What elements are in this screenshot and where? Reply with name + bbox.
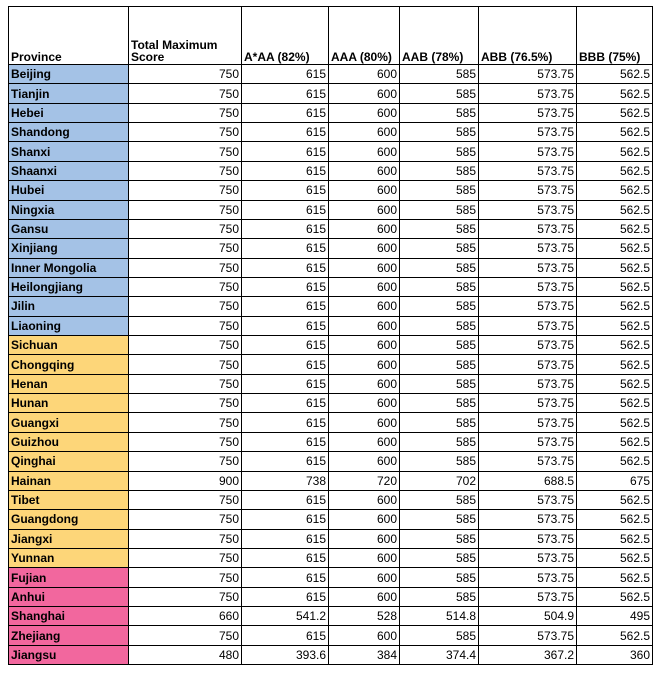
abb-cell: 573.75	[479, 587, 577, 606]
table-row	[9, 355, 653, 374]
table-row	[9, 65, 653, 84]
header-a-star-aa: A*AA (82%)	[242, 7, 329, 65]
aab-cell: 585	[400, 548, 479, 567]
a-star-aa-cell: 615	[242, 626, 329, 645]
total-maximum-score-cell: 750	[129, 258, 242, 277]
province-cell: Ningxia	[9, 200, 129, 219]
abb-cell: 367.2	[479, 645, 577, 664]
header-aaa: AAA (80%)	[329, 7, 400, 65]
aaa-cell: 600	[329, 626, 400, 645]
total-maximum-score-cell: 750	[129, 161, 242, 180]
aaa-cell: 600	[329, 297, 400, 316]
table-row	[9, 548, 653, 567]
a-star-aa-cell: 615	[242, 355, 329, 374]
abb-cell: 573.75	[479, 316, 577, 335]
aab-cell: 585	[400, 65, 479, 84]
header-row	[9, 7, 653, 65]
province-cell: Jiangxi	[9, 529, 129, 548]
a-star-aa-cell: 541.2	[242, 607, 329, 626]
province-cell: Chongqing	[9, 355, 129, 374]
total-maximum-score-cell: 750	[129, 239, 242, 258]
a-star-aa-cell: 615	[242, 587, 329, 606]
province-cell: Tianjin	[9, 84, 129, 103]
table-row	[9, 219, 653, 238]
bbb-cell: 562.5	[577, 65, 653, 84]
abb-cell: 573.75	[479, 568, 577, 587]
aaa-cell: 600	[329, 413, 400, 432]
aaa-cell: 600	[329, 219, 400, 238]
aab-cell: 585	[400, 394, 479, 413]
abb-cell: 573.75	[479, 452, 577, 471]
bbb-cell: 562.5	[577, 123, 653, 142]
aaa-cell: 600	[329, 529, 400, 548]
aaa-cell: 600	[329, 200, 400, 219]
total-maximum-score-cell: 750	[129, 548, 242, 567]
province-cell: Anhui	[9, 587, 129, 606]
abb-cell: 573.75	[479, 490, 577, 509]
header-total-maximum-score: Total Maximum Score	[129, 7, 242, 65]
aab-cell: 585	[400, 258, 479, 277]
aab-cell: 585	[400, 374, 479, 393]
aaa-cell: 600	[329, 181, 400, 200]
aab-cell: 585	[400, 316, 479, 335]
bbb-cell: 562.5	[577, 161, 653, 180]
province-cell: Sichuan	[9, 336, 129, 355]
abb-cell: 573.75	[479, 181, 577, 200]
a-star-aa-cell: 615	[242, 277, 329, 296]
bbb-cell: 562.5	[577, 490, 653, 509]
province-cell: Henan	[9, 374, 129, 393]
aab-cell: 585	[400, 432, 479, 451]
table-row	[9, 626, 653, 645]
aaa-cell: 720	[329, 471, 400, 490]
abb-cell: 573.75	[479, 413, 577, 432]
table-row	[9, 200, 653, 219]
bbb-cell: 562.5	[577, 587, 653, 606]
aaa-cell: 600	[329, 65, 400, 84]
bbb-cell: 562.5	[577, 355, 653, 374]
bbb-cell: 562.5	[577, 568, 653, 587]
aaa-cell: 600	[329, 568, 400, 587]
bbb-cell: 562.5	[577, 548, 653, 567]
total-maximum-score-cell: 750	[129, 510, 242, 529]
aaa-cell: 600	[329, 336, 400, 355]
aaa-cell: 528	[329, 607, 400, 626]
table-row	[9, 142, 653, 161]
total-maximum-score-cell: 750	[129, 355, 242, 374]
province-cell: Hebei	[9, 103, 129, 122]
province-cell: Yunnan	[9, 548, 129, 567]
aaa-cell: 600	[329, 316, 400, 335]
aab-cell: 585	[400, 413, 479, 432]
province-cell: Hubei	[9, 181, 129, 200]
bbb-cell: 562.5	[577, 413, 653, 432]
total-maximum-score-cell: 750	[129, 529, 242, 548]
total-maximum-score-cell: 750	[129, 587, 242, 606]
a-star-aa-cell: 615	[242, 239, 329, 258]
aab-cell: 585	[400, 200, 479, 219]
aaa-cell: 600	[329, 452, 400, 471]
bbb-cell: 562.5	[577, 626, 653, 645]
bbb-cell: 562.5	[577, 394, 653, 413]
abb-cell: 573.75	[479, 510, 577, 529]
total-maximum-score-cell: 480	[129, 645, 242, 664]
province-cell: Hunan	[9, 394, 129, 413]
total-maximum-score-cell: 660	[129, 607, 242, 626]
total-maximum-score-cell: 900	[129, 471, 242, 490]
abb-cell: 573.75	[479, 239, 577, 258]
aab-cell: 702	[400, 471, 479, 490]
aab-cell: 585	[400, 84, 479, 103]
abb-cell: 573.75	[479, 432, 577, 451]
province-cell: Liaoning	[9, 316, 129, 335]
bbb-cell: 562.5	[577, 103, 653, 122]
province-cell: Heilongjiang	[9, 277, 129, 296]
aab-cell: 585	[400, 103, 479, 122]
province-cell: Xinjiang	[9, 239, 129, 258]
a-star-aa-cell: 615	[242, 529, 329, 548]
total-maximum-score-cell: 750	[129, 626, 242, 645]
aaa-cell: 600	[329, 142, 400, 161]
table-row	[9, 123, 653, 142]
aab-cell: 585	[400, 355, 479, 374]
table-row	[9, 297, 653, 316]
province-cell: Guangdong	[9, 510, 129, 529]
total-maximum-score-cell: 750	[129, 200, 242, 219]
table-row	[9, 490, 653, 509]
aaa-cell: 600	[329, 587, 400, 606]
table-row	[9, 471, 653, 490]
table-row	[9, 84, 653, 103]
a-star-aa-cell: 615	[242, 394, 329, 413]
bbb-cell: 562.5	[577, 200, 653, 219]
bbb-cell: 562.5	[577, 297, 653, 316]
province-cell: Qinghai	[9, 452, 129, 471]
a-star-aa-cell: 615	[242, 510, 329, 529]
province-cell: Fujian	[9, 568, 129, 587]
province-cell: Inner Mongolia	[9, 258, 129, 277]
bbb-cell: 562.5	[577, 219, 653, 238]
a-star-aa-cell: 615	[242, 413, 329, 432]
aaa-cell: 600	[329, 548, 400, 567]
a-star-aa-cell: 615	[242, 142, 329, 161]
a-star-aa-cell: 615	[242, 548, 329, 567]
aab-cell: 585	[400, 490, 479, 509]
header-abb: ABB (76.5%)	[479, 7, 577, 65]
abb-cell: 573.75	[479, 626, 577, 645]
abb-cell: 573.75	[479, 277, 577, 296]
header-province: Province	[9, 7, 129, 65]
aab-cell: 585	[400, 452, 479, 471]
table-row	[9, 510, 653, 529]
aab-cell: 585	[400, 181, 479, 200]
aaa-cell: 600	[329, 277, 400, 296]
total-maximum-score-cell: 750	[129, 103, 242, 122]
bbb-cell: 360	[577, 645, 653, 664]
table-row	[9, 568, 653, 587]
table-row	[9, 413, 653, 432]
abb-cell: 573.75	[479, 297, 577, 316]
a-star-aa-cell: 393.6	[242, 645, 329, 664]
aaa-cell: 600	[329, 84, 400, 103]
a-star-aa-cell: 615	[242, 161, 329, 180]
a-star-aa-cell: 615	[242, 181, 329, 200]
a-star-aa-cell: 615	[242, 258, 329, 277]
aaa-cell: 600	[329, 374, 400, 393]
abb-cell: 573.75	[479, 548, 577, 567]
total-maximum-score-cell: 750	[129, 316, 242, 335]
province-cell: Shaanxi	[9, 161, 129, 180]
a-star-aa-cell: 615	[242, 490, 329, 509]
province-cell: Beijing	[9, 65, 129, 84]
bbb-cell: 675	[577, 471, 653, 490]
a-star-aa-cell: 615	[242, 103, 329, 122]
table-row	[9, 161, 653, 180]
abb-cell: 573.75	[479, 103, 577, 122]
bbb-cell: 562.5	[577, 529, 653, 548]
a-star-aa-cell: 615	[242, 297, 329, 316]
a-star-aa-cell: 615	[242, 65, 329, 84]
province-cell: Gansu	[9, 219, 129, 238]
total-maximum-score-cell: 750	[129, 490, 242, 509]
table-row	[9, 239, 653, 258]
total-maximum-score-cell: 750	[129, 65, 242, 84]
table-row	[9, 181, 653, 200]
total-maximum-score-cell: 750	[129, 123, 242, 142]
abb-cell: 573.75	[479, 123, 577, 142]
province-cell: Guizhou	[9, 432, 129, 451]
aaa-cell: 600	[329, 355, 400, 374]
table-row	[9, 103, 653, 122]
abb-cell: 573.75	[479, 355, 577, 374]
total-maximum-score-cell: 750	[129, 336, 242, 355]
aaa-cell: 600	[329, 258, 400, 277]
abb-cell: 573.75	[479, 219, 577, 238]
table-row	[9, 529, 653, 548]
aaa-cell: 600	[329, 432, 400, 451]
bbb-cell: 562.5	[577, 432, 653, 451]
province-cell: Shandong	[9, 123, 129, 142]
bbb-cell: 562.5	[577, 84, 653, 103]
aab-cell: 585	[400, 336, 479, 355]
province-cell: Shanxi	[9, 142, 129, 161]
header-bbb: BBB (75%)	[577, 7, 653, 65]
table-row	[9, 374, 653, 393]
bbb-cell: 495	[577, 607, 653, 626]
aab-cell: 585	[400, 277, 479, 296]
abb-cell: 573.75	[479, 142, 577, 161]
abb-cell: 573.75	[479, 258, 577, 277]
aab-cell: 585	[400, 568, 479, 587]
a-star-aa-cell: 615	[242, 84, 329, 103]
a-star-aa-cell: 615	[242, 568, 329, 587]
aaa-cell: 600	[329, 161, 400, 180]
a-star-aa-cell: 615	[242, 200, 329, 219]
bbb-cell: 562.5	[577, 452, 653, 471]
bbb-cell: 562.5	[577, 258, 653, 277]
score-table	[8, 6, 653, 665]
abb-cell: 504.9	[479, 607, 577, 626]
abb-cell: 573.75	[479, 84, 577, 103]
table-row	[9, 258, 653, 277]
table-row	[9, 587, 653, 606]
bbb-cell: 562.5	[577, 142, 653, 161]
abb-cell: 573.75	[479, 65, 577, 84]
a-star-aa-cell: 615	[242, 336, 329, 355]
abb-cell: 573.75	[479, 336, 577, 355]
a-star-aa-cell: 615	[242, 452, 329, 471]
bbb-cell: 562.5	[577, 181, 653, 200]
province-cell: Hainan	[9, 471, 129, 490]
a-star-aa-cell: 738	[242, 471, 329, 490]
aab-cell: 585	[400, 219, 479, 238]
bbb-cell: 562.5	[577, 374, 653, 393]
abb-cell: 688.5	[479, 471, 577, 490]
aab-cell: 585	[400, 529, 479, 548]
table-row	[9, 277, 653, 296]
province-cell: Jiangsu	[9, 645, 129, 664]
total-maximum-score-cell: 750	[129, 452, 242, 471]
table-row	[9, 607, 653, 626]
province-cell: Tibet	[9, 490, 129, 509]
total-maximum-score-cell: 750	[129, 297, 242, 316]
total-maximum-score-cell: 750	[129, 181, 242, 200]
header-aab: AAB (78%)	[400, 7, 479, 65]
table-row	[9, 432, 653, 451]
aab-cell: 585	[400, 123, 479, 142]
table-row	[9, 336, 653, 355]
province-cell: Zhejiang	[9, 626, 129, 645]
a-star-aa-cell: 615	[242, 374, 329, 393]
abb-cell: 573.75	[479, 374, 577, 393]
table-row	[9, 394, 653, 413]
aab-cell: 585	[400, 587, 479, 606]
aab-cell: 585	[400, 161, 479, 180]
province-cell: Shanghai	[9, 607, 129, 626]
table-row	[9, 645, 653, 664]
total-maximum-score-cell: 750	[129, 277, 242, 296]
total-maximum-score-cell: 750	[129, 413, 242, 432]
province-cell: Guangxi	[9, 413, 129, 432]
total-maximum-score-cell: 750	[129, 568, 242, 587]
total-maximum-score-cell: 750	[129, 219, 242, 238]
aab-cell: 585	[400, 142, 479, 161]
total-maximum-score-cell: 750	[129, 84, 242, 103]
aaa-cell: 600	[329, 394, 400, 413]
total-maximum-score-cell: 750	[129, 432, 242, 451]
abb-cell: 573.75	[479, 529, 577, 548]
aaa-cell: 384	[329, 645, 400, 664]
total-maximum-score-cell: 750	[129, 142, 242, 161]
abb-cell: 573.75	[479, 394, 577, 413]
total-maximum-score-cell: 750	[129, 374, 242, 393]
bbb-cell: 562.5	[577, 277, 653, 296]
bbb-cell: 562.5	[577, 510, 653, 529]
aab-cell: 585	[400, 626, 479, 645]
aaa-cell: 600	[329, 123, 400, 142]
a-star-aa-cell: 615	[242, 219, 329, 238]
aab-cell: 374.4	[400, 645, 479, 664]
aaa-cell: 600	[329, 239, 400, 258]
province-cell: Jilin	[9, 297, 129, 316]
aab-cell: 514.8	[400, 607, 479, 626]
bbb-cell: 562.5	[577, 316, 653, 335]
a-star-aa-cell: 615	[242, 316, 329, 335]
bbb-cell: 562.5	[577, 336, 653, 355]
a-star-aa-cell: 615	[242, 123, 329, 142]
aab-cell: 585	[400, 510, 479, 529]
aaa-cell: 600	[329, 510, 400, 529]
abb-cell: 573.75	[479, 200, 577, 219]
aab-cell: 585	[400, 239, 479, 258]
a-star-aa-cell: 615	[242, 432, 329, 451]
aab-cell: 585	[400, 297, 479, 316]
aaa-cell: 600	[329, 490, 400, 509]
total-maximum-score-cell: 750	[129, 394, 242, 413]
aaa-cell: 600	[329, 103, 400, 122]
abb-cell: 573.75	[479, 161, 577, 180]
table-row	[9, 452, 653, 471]
table-row	[9, 316, 653, 335]
bbb-cell: 562.5	[577, 239, 653, 258]
